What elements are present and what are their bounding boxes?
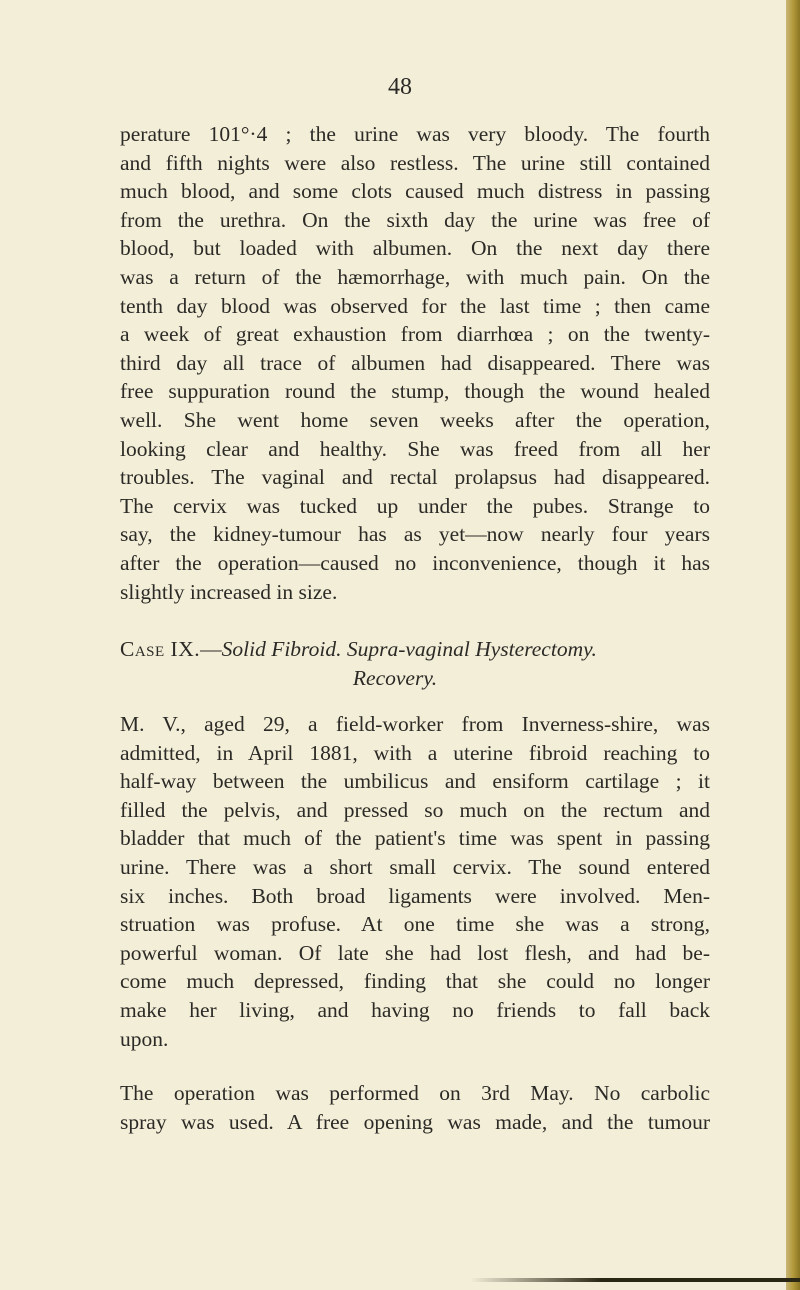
case-outcome: Recovery. (352, 665, 438, 690)
text-line: The cervix was tucked up under the pubes. Strange to (120, 493, 710, 518)
text-line: M. V., aged 29, a field-worker from Inverness-shire, was (120, 712, 710, 736)
text-line: much blood, and some clots caused much distress in passing (120, 179, 710, 204)
case-heading-line (120, 635, 710, 664)
case-title: Solid Fibroid. Supra-vaginal Hysterectomy. (221, 637, 597, 661)
page-edge (786, 0, 800, 1290)
case-dash: — (200, 637, 222, 661)
text-line: half-way between the umbilicus and ensiform cartilage ; it (120, 769, 710, 794)
page-number: 48 (388, 74, 412, 100)
text-line: struation was profuse. At one time she was a strong, (120, 912, 710, 937)
text-line: perature 101°·4 ; the urine was very bloody. The fourth (120, 122, 710, 146)
case-heading (120, 635, 710, 692)
text-line: and fifth nights were also restless. The urine still contained (120, 150, 710, 175)
text-line: looking clear and healthy. She was freed from all her (120, 436, 710, 461)
text-line: slightly increased in size. (120, 579, 338, 604)
text-line: free suppuration round the stump, though the wound healed (120, 379, 710, 404)
text-line: make her living, and having no friends to fall back (120, 997, 710, 1022)
paragraph-continuation (120, 120, 710, 606)
text-line: after the operation—caused no inconvenience, though it has (120, 550, 710, 575)
case-paragraph (120, 710, 710, 1053)
text-line: tenth day blood was observed for the last time ; then came (120, 293, 710, 318)
operation-paragraph (120, 1079, 710, 1136)
text-line: The operation was performed on 3rd May. No carbolic (120, 1081, 710, 1105)
text-line: spray was used. A free opening was made, and the tumour (120, 1109, 710, 1134)
text-line: come much depressed, finding that she could no longer (120, 969, 710, 994)
text-line: powerful woman. Of late she had lost flesh, and had be- (120, 940, 710, 965)
text-line: blood, but loaded with albumen. On the next day there (120, 236, 710, 261)
bottom-shadow (470, 1278, 800, 1282)
text-line: urine. There was a short small cervix. The sound entered (120, 854, 710, 879)
text-line: filled the pelvis, and pressed so much on the rectum and (120, 797, 710, 822)
text-line: say, the kidney-tumour has as yet—now nearly four years (120, 522, 710, 547)
text-line: a week of great exhaustion from diarrhœa ; on the twenty- (120, 322, 710, 347)
text-line: upon. (120, 1026, 169, 1051)
text-line: troubles. The vaginal and rectal prolapsus had disappeared. (120, 465, 710, 490)
text-line: six inches. Both broad ligaments were involved. Men- (120, 883, 710, 908)
case-label: Case IX. (120, 637, 201, 661)
text-line: was a return of the hæmorrhage, with much pain. On the (120, 264, 710, 289)
text-line: from the urethra. On the sixth day the urine was free of (120, 207, 710, 232)
text-line: bladder that much of the patient's time was spent in passing (120, 826, 710, 851)
text-line: well. She went home seven weeks after the operation, (120, 407, 710, 432)
text-line: third day all trace of albumen had disappeared. There was (120, 350, 710, 375)
text-line: admitted, in April 1881, with a uterine fibroid reaching to (120, 740, 710, 765)
